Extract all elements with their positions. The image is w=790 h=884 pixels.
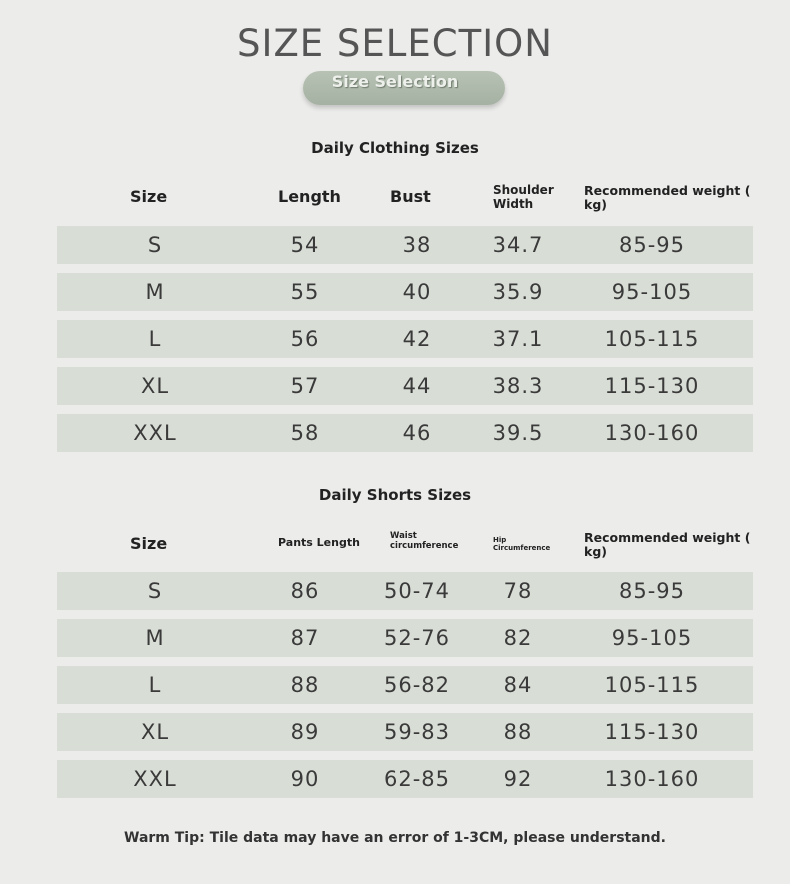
shorts-header-size: Size <box>130 534 168 553</box>
table-cell-col2: 90 <box>290 767 320 791</box>
table-cell-size: S <box>147 579 163 603</box>
table-cell-col4: 88 <box>503 720 533 744</box>
clothing-table-title: Daily Clothing Sizes <box>311 139 479 157</box>
table-cell-weight: 105-115 <box>604 673 700 697</box>
table-cell-col3: 44 <box>402 374 432 398</box>
table-cell-weight: 85-95 <box>618 579 686 603</box>
table-cell-col3: 50-74 <box>383 579 451 603</box>
table-cell-size: XL <box>140 374 170 398</box>
table-cell-size: M <box>145 626 165 650</box>
table-cell-col4: 35.9 <box>492 280 544 304</box>
table-row <box>57 713 753 751</box>
table-cell-col2: 86 <box>290 579 320 603</box>
table-row <box>57 760 753 798</box>
shorts-header-hip: Hip Circumference <box>493 536 551 553</box>
table-row <box>57 414 753 452</box>
table-cell-col4: 78 <box>503 579 533 603</box>
table-row <box>57 273 753 311</box>
table-cell-weight: 85-95 <box>618 233 686 257</box>
table-cell-col3: 40 <box>402 280 432 304</box>
table-cell-col3: 59-83 <box>383 720 451 744</box>
table-cell-weight: 95-105 <box>611 280 693 304</box>
table-cell-col3: 56-82 <box>383 673 451 697</box>
clothing-header-bust: Bust <box>390 187 431 206</box>
table-cell-col2: 54 <box>290 233 320 257</box>
table-cell-col2: 55 <box>290 280 320 304</box>
shorts-header-recommended-weight: Recommended weight ( kg) <box>584 530 751 560</box>
table-cell-size: S <box>147 233 163 257</box>
shorts-table-title: Daily Shorts Sizes <box>318 486 472 504</box>
table-cell-weight: 95-105 <box>611 626 693 650</box>
table-cell-col2: 87 <box>290 626 320 650</box>
table-row <box>57 320 753 358</box>
table-cell-col4: 82 <box>503 626 533 650</box>
table-cell-col4: 37.1 <box>492 327 544 351</box>
page-title: SIZE SELECTION <box>237 22 553 65</box>
warm-tip: Warm Tip: Tile data may have an error of 1-3CM, please understand. <box>124 830 666 846</box>
table-cell-col3: 46 <box>402 421 432 445</box>
table-cell-weight: 130-160 <box>604 767 700 791</box>
shorts-header-waist: Waist circumference <box>390 531 459 551</box>
table-row <box>57 226 753 264</box>
table-row <box>57 572 753 610</box>
table-cell-col4: 92 <box>503 767 533 791</box>
table-cell-col2: 58 <box>290 421 320 445</box>
table-row <box>57 619 753 657</box>
table-cell-col2: 88 <box>290 673 320 697</box>
table-cell-weight: 105-115 <box>604 327 700 351</box>
table-cell-col2: 56 <box>290 327 320 351</box>
table-cell-size: XXL <box>133 767 177 791</box>
shorts-header-pants-length: Pants Length <box>278 536 360 549</box>
clothing-header-recommended-weight: Recommended weight ( kg) <box>584 183 751 213</box>
table-cell-col3: 42 <box>402 327 432 351</box>
table-cell-size: L <box>148 327 162 351</box>
table-row <box>57 367 753 405</box>
table-cell-weight: 115-130 <box>604 720 700 744</box>
table-cell-weight: 115-130 <box>604 374 700 398</box>
table-cell-col3: 38 <box>402 233 432 257</box>
table-cell-col3: 62-85 <box>383 767 451 791</box>
table-cell-col2: 57 <box>290 374 320 398</box>
table-cell-col4: 38.3 <box>492 374 544 398</box>
table-cell-weight: 130-160 <box>604 421 700 445</box>
clothing-header-shoulder-width: Shoulder Width <box>493 183 554 211</box>
table-cell-col4: 84 <box>503 673 533 697</box>
table-cell-col4: 34.7 <box>492 233 544 257</box>
subtitle-pill-label: Size Selection <box>331 72 459 91</box>
table-row <box>57 666 753 704</box>
table-cell-size: L <box>148 673 162 697</box>
clothing-header-size: Size <box>130 187 168 206</box>
table-cell-col4: 39.5 <box>492 421 544 445</box>
table-cell-col2: 89 <box>290 720 320 744</box>
table-cell-size: M <box>145 280 165 304</box>
table-cell-size: XXL <box>133 421 177 445</box>
table-cell-size: XL <box>140 720 170 744</box>
table-cell-col3: 52-76 <box>383 626 451 650</box>
clothing-header-length: Length <box>278 187 341 206</box>
